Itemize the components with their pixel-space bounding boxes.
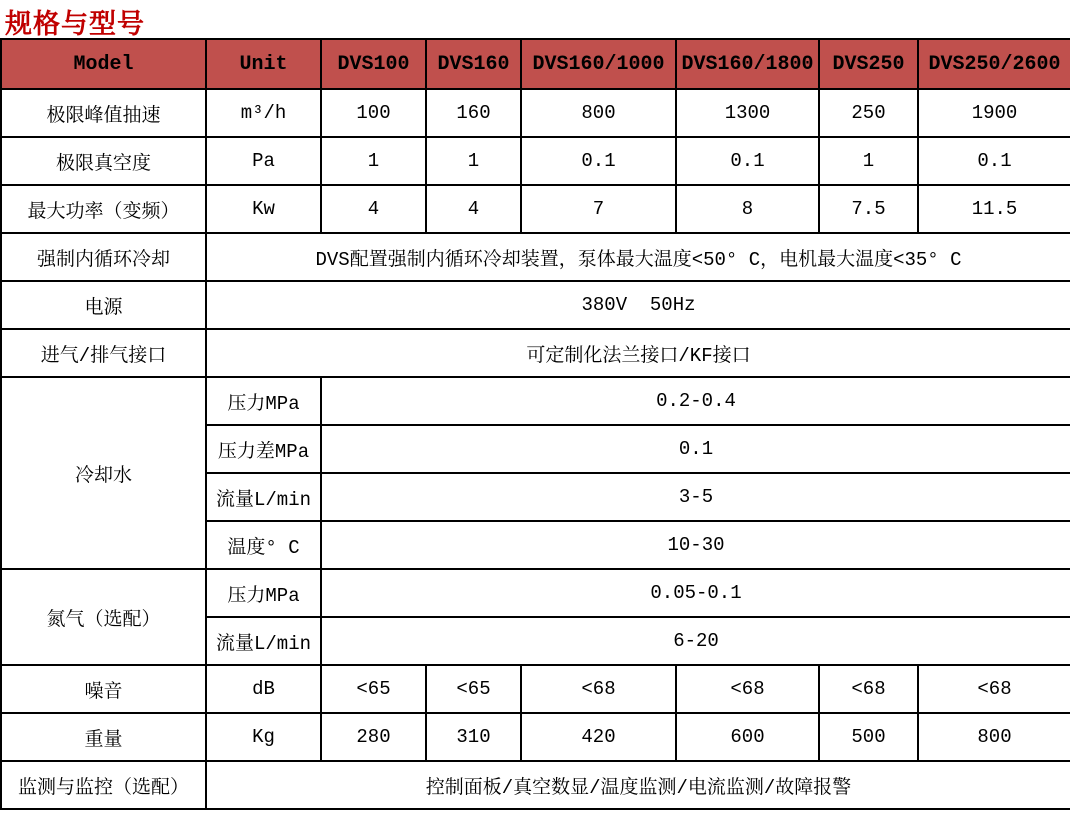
table-row-max-power: [1, 185, 1070, 233]
column-header-dvs100: DVS100: [321, 39, 426, 89]
sub-label-temperature: 温度° C: [206, 521, 321, 569]
sub-label-flow: 流量L/min: [206, 617, 321, 665]
value-cell: <68: [676, 665, 819, 713]
row-label-nitrogen-optional: 氮气（选配）: [1, 569, 206, 665]
value-cell: <68: [521, 665, 676, 713]
value-cell: 160: [426, 89, 521, 137]
row-label-cooling-water: 冷却水: [1, 377, 206, 569]
header-row: [1, 39, 1070, 89]
value-cell: 7: [521, 185, 676, 233]
value-cell: 8: [676, 185, 819, 233]
value-cell: 7.5: [819, 185, 918, 233]
row-label-ultimate-vacuum: 极限真空度: [1, 137, 206, 185]
unit-cell: Kg: [206, 713, 321, 761]
table-row-nitrogen-pressure: [1, 569, 1070, 617]
value-cell: 11.5: [918, 185, 1070, 233]
value-cell: 4: [426, 185, 521, 233]
table-row-peak-pumping-speed: [1, 89, 1070, 137]
value-cell: 800: [521, 89, 676, 137]
column-header-dvs250-2600: DVS250/2600: [918, 39, 1070, 89]
value-cell: 4: [321, 185, 426, 233]
column-header-model: Model: [1, 39, 206, 89]
column-header-unit: Unit: [206, 39, 321, 89]
value-cell: 800: [918, 713, 1070, 761]
sub-label-pressure: 压力MPa: [206, 377, 321, 425]
column-header-dvs160: DVS160: [426, 39, 521, 89]
row-label-weight: 重量: [1, 713, 206, 761]
value-cell: 0.1: [676, 137, 819, 185]
table-row-noise: [1, 665, 1070, 713]
row-label-power-supply: 电源: [1, 281, 206, 329]
row-label-forced-cooling: 强制内循环冷却: [1, 233, 206, 281]
row-label-peak-pumping-speed: 极限峰值抽速: [1, 89, 206, 137]
value-cell: 0.1: [521, 137, 676, 185]
unit-cell: Kw: [206, 185, 321, 233]
value-cell: 500: [819, 713, 918, 761]
table-row-inlet-outlet-port: [1, 329, 1070, 377]
row-label-max-power: 最大功率（变频）: [1, 185, 206, 233]
value-cell: 1: [321, 137, 426, 185]
table-row-monitoring: [1, 761, 1070, 809]
value-cell: 280: [321, 713, 426, 761]
row-label-noise: 噪音: [1, 665, 206, 713]
value-cell: 1300: [676, 89, 819, 137]
value-cell: 420: [521, 713, 676, 761]
value-cell-span: DVS配置强制内循环冷却装置，泵体最大温度<50° C，电机最大温度<35° C: [206, 233, 1070, 281]
value-cell-span: 6-20: [321, 617, 1070, 665]
value-cell: 310: [426, 713, 521, 761]
value-cell-span: 控制面板/真空数显/温度监测/电流监测/故障报警: [206, 761, 1070, 809]
column-header-dvs250: DVS250: [819, 39, 918, 89]
value-cell-span: 0.2-0.4: [321, 377, 1070, 425]
value-cell: 1: [426, 137, 521, 185]
value-cell: <68: [819, 665, 918, 713]
sub-label-flow: 流量L/min: [206, 473, 321, 521]
value-cell: 1900: [918, 89, 1070, 137]
table-row-power-supply: [1, 281, 1070, 329]
value-cell: 1: [819, 137, 918, 185]
value-cell-span: 3-5: [321, 473, 1070, 521]
column-header-dvs160-1800: DVS160/1800: [676, 39, 819, 89]
unit-cell: Pa: [206, 137, 321, 185]
value-cell: 250: [819, 89, 918, 137]
table-row-forced-cooling: [1, 233, 1070, 281]
table-row-cooling-water-pressure: [1, 377, 1070, 425]
spec-table: [0, 38, 1070, 810]
value-cell: <65: [426, 665, 521, 713]
value-cell: 0.1: [918, 137, 1070, 185]
value-cell-span: 10-30: [321, 521, 1070, 569]
value-cell-span: 可定制化法兰接口/KF接口: [206, 329, 1070, 377]
value-cell: 600: [676, 713, 819, 761]
unit-cell: dB: [206, 665, 321, 713]
unit-cell: m³/h: [206, 89, 321, 137]
table-row-ultimate-vacuum: [1, 137, 1070, 185]
value-cell: <68: [918, 665, 1070, 713]
value-cell-span: 0.1: [321, 425, 1070, 473]
table-row-weight: [1, 713, 1070, 761]
value-cell: <65: [321, 665, 426, 713]
sub-label-pressure: 压力MPa: [206, 569, 321, 617]
sub-label-pressure-diff: 压力差MPa: [206, 425, 321, 473]
page-title: 规格与型号: [5, 9, 145, 39]
column-header-dvs160-1000: DVS160/1000: [521, 39, 676, 89]
row-label-monitoring-optional: 监测与监控（选配）: [1, 761, 206, 809]
row-label-inlet-outlet-port: 进气/排气接口: [1, 329, 206, 377]
value-cell-span: 0.05-0.1: [321, 569, 1070, 617]
value-cell-span: 380V 50Hz: [206, 281, 1070, 329]
value-cell: 100: [321, 89, 426, 137]
